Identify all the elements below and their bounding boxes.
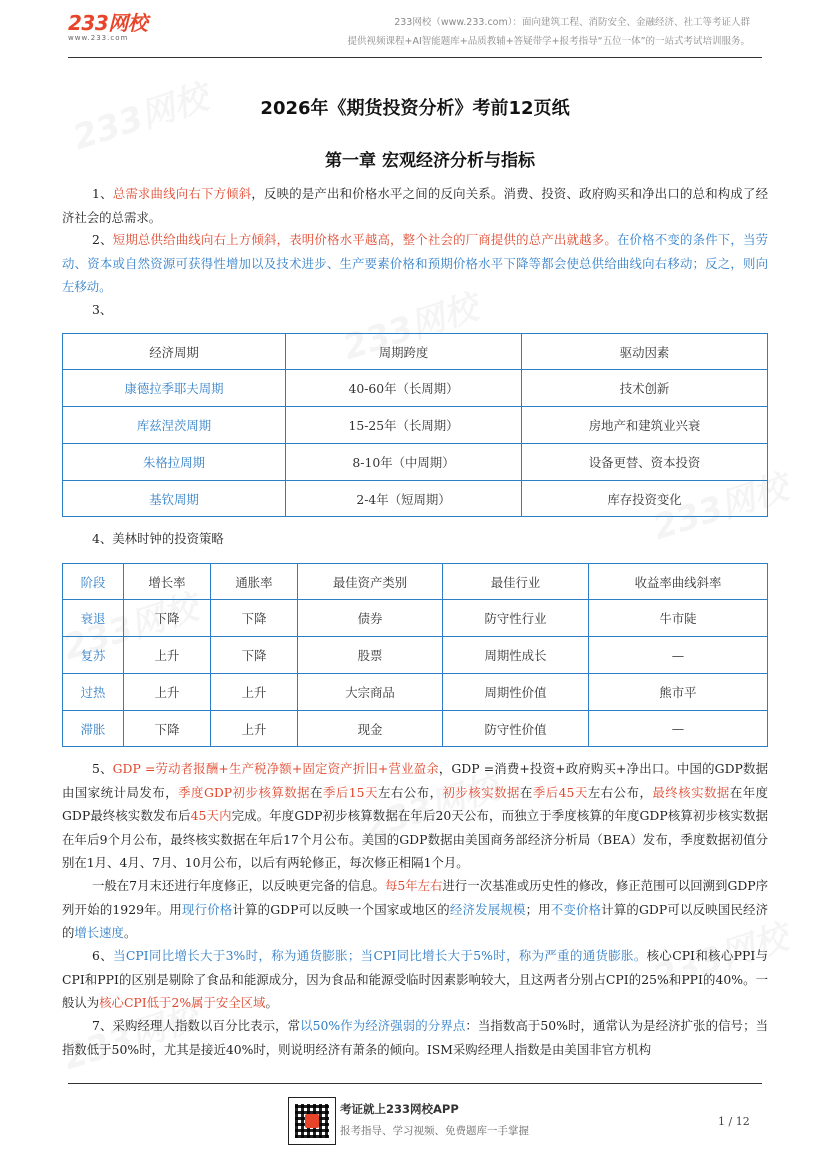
table-cell: 周期性成长 bbox=[443, 637, 589, 674]
table-cell: 债券 bbox=[298, 600, 443, 637]
page-number: 1 / 12 bbox=[718, 1115, 750, 1128]
body-text: 。 bbox=[123, 925, 137, 940]
table-cell: 滞胀 bbox=[63, 711, 124, 747]
table-cell: 现金 bbox=[298, 711, 443, 747]
body-text: 计算的GDP可以反映一个国家或地区的 bbox=[232, 901, 450, 917]
table-header-cell: 通胀率 bbox=[211, 564, 298, 600]
body-text: 进行一次基准或历史性的修改，修正范围可以回溯到GDP序列开始的1929年。用 bbox=[62, 878, 769, 917]
body-text: 完成。年度GDP初步核算数据在年后20天公布，而独立于季度核算的年度GDP核算初步核实数据在年后9个月公布，最终核实数据在年后17个月公布。美国的GDP数据由美国商务部经济分析局（BEA）发布，季度数据初值分别在1月、4月、7月、10月公布，以后有两轮修正，每次修正相隔1个月。 bbox=[62, 808, 768, 870]
highlight-text: 总需求曲线向右下方倾斜 bbox=[112, 186, 252, 201]
table-cell: 复苏 bbox=[63, 637, 124, 674]
merrill-clock-table bbox=[62, 563, 768, 747]
table-header-cell: 最佳资产类别 bbox=[298, 564, 443, 600]
highlight-text: 核心CPI低于2%属于安全区域 bbox=[99, 995, 266, 1010]
table-row bbox=[63, 370, 768, 407]
emphasis-text: 现行价格 bbox=[182, 901, 233, 917]
table-cell: 下降 bbox=[124, 711, 211, 747]
table-cell: 下降 bbox=[211, 637, 298, 674]
header-tagline-2: 提供视频课程+AI智能题库+品质教辅+答疑带学+报考指导“五位一体”的一站式考试培训服务。 bbox=[347, 36, 750, 47]
economic-cycles-table bbox=[62, 333, 768, 517]
body-text: ，反映的是产出和价格水平之间的反向关系。消费、投资、政府购买和净出口的总和构成了经济社会的总需求。 bbox=[62, 186, 769, 225]
highlight-text: GDP =劳动者报酬+生产税净额+固定资产折旧+营业盈余 bbox=[112, 761, 439, 776]
table-row bbox=[63, 637, 768, 674]
table-cell: 上升 bbox=[124, 637, 211, 674]
table-cell: 房地产和建筑业兴衰 bbox=[522, 407, 768, 444]
highlight-text: 最终核实数据 bbox=[652, 784, 730, 800]
paragraph-1 bbox=[62, 182, 768, 229]
item-number: 2、 bbox=[92, 232, 113, 247]
table-cell: — bbox=[589, 637, 768, 674]
highlight-text: 45天内 bbox=[190, 808, 232, 823]
highlight-text: 短期总供给曲线向右上方倾斜，表明价格水平越高，整个社会的厂商提供的总产出就越多。 bbox=[112, 232, 617, 247]
brand-logo bbox=[68, 12, 160, 42]
table-cell: 熊市平 bbox=[589, 674, 768, 711]
table-header-cell: 驱动因素 bbox=[522, 334, 768, 370]
highlight-text: 季后45天 bbox=[532, 784, 588, 800]
table-row bbox=[63, 674, 768, 711]
table-cell: 朱格拉周期 bbox=[63, 444, 286, 481]
highlight-text: 初步核实数据 bbox=[442, 784, 520, 800]
chapter-title: 第一章 宏观经济分析与指标 bbox=[325, 151, 535, 171]
table-cell: 防守性价值 bbox=[443, 711, 589, 747]
body-text: ，GDP =消费+投资+政府购买+净出口。中国的GDP数据由国家统计局发布， bbox=[62, 761, 768, 800]
item-number: 7、 bbox=[92, 1018, 113, 1033]
body-text: 左右公布， bbox=[587, 784, 653, 800]
table-cell: 牛市陡 bbox=[589, 600, 768, 637]
item-number: 1、 bbox=[92, 186, 113, 201]
table-cell: 2-4年（短周期） bbox=[286, 481, 522, 517]
highlight-text: 季度GDP初步核算数据 bbox=[178, 784, 311, 800]
table-header-row bbox=[63, 564, 768, 600]
body-text: 采购经理人指数以百分比表示，常 bbox=[112, 1018, 301, 1033]
body-text: 一般在7月末还进行年度修正，以反映更完备的信息。 bbox=[92, 878, 385, 893]
table-header-cell: 增长率 bbox=[124, 564, 211, 600]
table-header-cell: 周期跨度 bbox=[286, 334, 522, 370]
logo-url: www.233.com bbox=[68, 34, 129, 42]
table-header-cell: 最佳行业 bbox=[443, 564, 589, 600]
table-cell: 防守性行业 bbox=[443, 600, 589, 637]
paragraph-6 bbox=[62, 944, 768, 1015]
emphasis-text: 不变价格 bbox=[550, 901, 602, 917]
document-title: 2026年《期货投资分析》考前12页纸 bbox=[260, 98, 570, 119]
table-cell: 上升 bbox=[124, 674, 211, 711]
emphasis-text: 在价格不变的条件下，当劳动、资本或自然资源可获得性增加以及技术进步、生产要素价格和预期价格水平下降等都会使总供给曲线向右移动；反之，则向左移动。 bbox=[62, 232, 769, 294]
paragraph-3: 3、 bbox=[92, 302, 113, 317]
table-row bbox=[63, 444, 768, 481]
table-header-cell: 经济周期 bbox=[63, 334, 286, 370]
table-cell: 技术创新 bbox=[522, 370, 768, 407]
body-text: 。 bbox=[265, 995, 278, 1010]
table-cell: 大宗商品 bbox=[298, 674, 443, 711]
table-cell: 周期性价值 bbox=[443, 674, 589, 711]
table-cell: 康德拉季耶夫周期 bbox=[63, 370, 286, 407]
header-divider bbox=[68, 57, 762, 58]
body-text: 左右公布， bbox=[377, 784, 443, 800]
table-cell: 上升 bbox=[211, 674, 298, 711]
item-number: 5、 bbox=[92, 761, 113, 776]
header-tagline-1: 233网校（www.233.com）：面向建筑工程、消防安全、金融经济、社工等考证人群 bbox=[394, 17, 750, 28]
table-cell: 库兹涅茨周期 bbox=[63, 407, 286, 444]
item-number: 6、 bbox=[92, 948, 114, 963]
table-header-cell: 阶段 bbox=[63, 564, 124, 600]
table-cell: 库存投资变化 bbox=[522, 481, 768, 517]
footer-app-subtitle: 报考指导、学习视频、免费题库一手掌握 bbox=[340, 1125, 529, 1137]
table-header-cell: 收益率曲线斜率 bbox=[589, 564, 768, 600]
table-cell: 上升 bbox=[211, 711, 298, 747]
qr-code-icon bbox=[288, 1097, 336, 1145]
table-cell: 过热 bbox=[63, 674, 124, 711]
table-cell: 基钦周期 bbox=[63, 481, 286, 517]
table-cell: 设备更替、资本投资 bbox=[522, 444, 768, 481]
paragraph-5-continued bbox=[62, 874, 768, 945]
table-cell: 8-10年（中周期） bbox=[286, 444, 522, 481]
body-text: 计算的GDP可以反映国民经济的 bbox=[62, 901, 769, 940]
highlight-text: 季后15天 bbox=[322, 784, 378, 800]
logo-text: 233网校 bbox=[68, 11, 148, 35]
table-cell: — bbox=[589, 711, 768, 747]
table-cell: 股票 bbox=[298, 637, 443, 674]
highlight-text: 每5年左右 bbox=[384, 878, 443, 893]
paragraph-7 bbox=[62, 1014, 768, 1061]
paragraph-5 bbox=[62, 757, 768, 875]
paragraph-2 bbox=[62, 228, 768, 299]
body-text: 核心CPI和核心PPI与CPI和PPI的区别是剔除了食品和能源成分，因为食品和能源受临时因素影响较大，且这两者分别占CPI的25%和PPI的40%。一般认为 bbox=[62, 948, 769, 1010]
table-row bbox=[63, 711, 768, 747]
emphasis-text: 以50%作为经济强弱的分界点 bbox=[300, 1018, 466, 1033]
emphasis-text: 增长速度 bbox=[74, 925, 124, 940]
table-cell: 下降 bbox=[124, 600, 211, 637]
table-row bbox=[63, 407, 768, 444]
table-cell: 衰退 bbox=[63, 600, 124, 637]
emphasis-text: 当CPI同比增长大于3%时，称为通货膨胀；当CPI同比增长大于5%时，称为严重的通货膨胀。 bbox=[113, 948, 647, 963]
table-row bbox=[63, 600, 768, 637]
body-text: 在 bbox=[519, 784, 533, 800]
footer-app-title: 考证就上233网校APP bbox=[340, 1102, 459, 1116]
body-text: ：当指数高于50%时，通常认为是经济扩张的信号；当指数低于50%时，尤其是接近40%时，则说明经济有萧条的倾向。ISM采购经理人指数是由美国非官方机构 bbox=[62, 1018, 769, 1057]
body-text: 在年度GDP最终核实数发布后 bbox=[62, 784, 769, 823]
body-text: ；用 bbox=[525, 901, 551, 917]
table-cell: 15-25年（长周期） bbox=[286, 407, 522, 444]
table-row bbox=[63, 481, 768, 517]
paragraph-4: 4、美林时钟的投资策略 bbox=[92, 531, 224, 546]
table-cell: 下降 bbox=[211, 600, 298, 637]
body-text: 在 bbox=[310, 784, 323, 800]
table-header-row bbox=[63, 334, 768, 370]
table-cell: 40-60年（长周期） bbox=[286, 370, 522, 407]
emphasis-text: 经济发展规模 bbox=[449, 901, 526, 917]
footer-divider bbox=[68, 1083, 762, 1084]
